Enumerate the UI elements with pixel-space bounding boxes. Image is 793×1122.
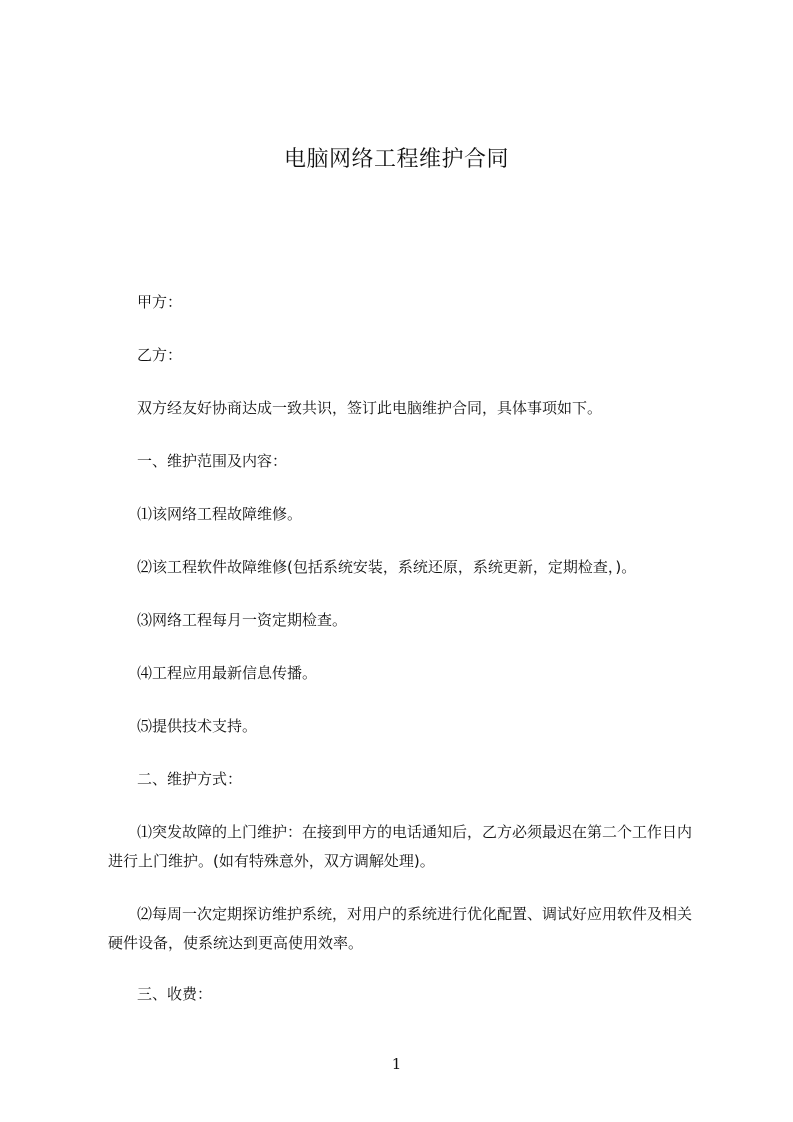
section3-heading: 三、收费： — [137, 985, 213, 1003]
party-a-label: 甲方： — [137, 293, 183, 311]
party-b-label: 乙方： — [137, 346, 183, 364]
section1-item: ⑸提供技术支持。 — [137, 717, 258, 735]
section1-item: ⑶网络工程每月一资定期检查。 — [137, 611, 348, 629]
intro-paragraph: 双方经友好协商达成一致共识，签订此电脑维护合同，具体事项如下。 — [137, 399, 603, 417]
document-title: 电脑网络工程维护合同 — [283, 147, 509, 172]
section2-item: ⑴突发故障的上门维护：在接到甲方的电话通知后，乙方必须最迟在第二个工作日内进行上门维护。(如有特殊意外，双方调解处理)。 — [108, 823, 693, 870]
page-number: 1 — [391, 1055, 402, 1073]
section1-item: ⑴该网络工程故障维修。 — [137, 505, 303, 523]
section1-item: ⑷工程应用最新信息传播。 — [137, 664, 318, 682]
section2-heading: 二、维护方式： — [137, 770, 243, 788]
section1-heading: 一、维护范围及内容： — [137, 452, 288, 470]
section1-item: ⑵该工程软件故障维修(包括系统安装，系统还原，系统更新，定期检查，)。 — [137, 558, 637, 576]
section2-item: ⑵每周一次定期探访维护系统，对用户的系统进行优化配置、调试好应用软件及相关硬件设备，使系统达到更高使用效率。 — [108, 905, 693, 952]
